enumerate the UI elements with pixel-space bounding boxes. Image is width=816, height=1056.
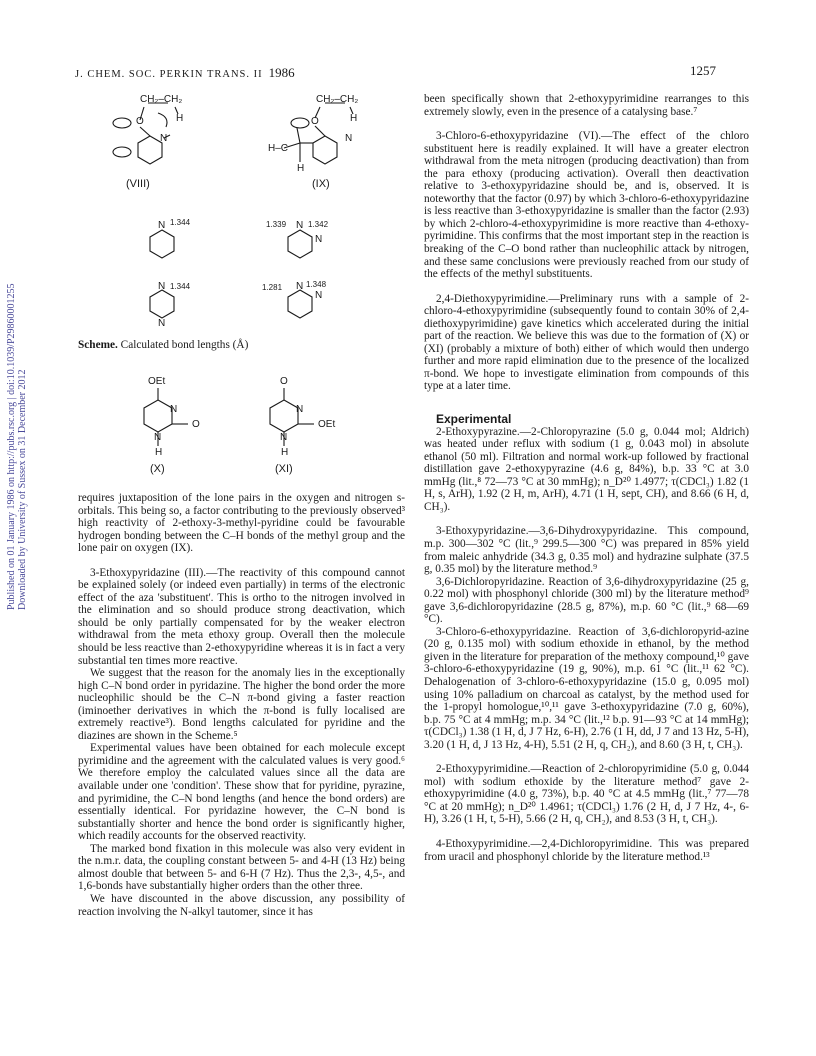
atom-n: N bbox=[158, 318, 166, 329]
atom-n: N bbox=[160, 133, 168, 144]
journal-year: 1986 bbox=[268, 65, 295, 80]
paragraph: 3,6-Dichloropyridazine. Reaction of 3,6-dihydroxypyridazine (25 g, 0.22 mol) with phosphonyl chloride (300 ml) by the literature method⁹ gave 3,6-dichloropyridazine (28.5 g, 87%), m.p. 60 °C (lit.,⁹ 68—69 °C). bbox=[424, 575, 749, 626]
paragraph: 3-Chloro-6-ethoxypyridazine (VI).—The effect of the chloro substituent here is readily explained. It will have a greater electron withdrawal from the meta nitrogen (producing deactivation) than from the para ethoxy (producing activation). Overall then deactivation relative to 3-ethoxypyridazine should be, and is, observed. It is noteworthy that the factor (0.97) by which 3-chloro-6-ethoxypyridazine is less reactive than 3-ethoxypyridazine is smaller than the factor (2.93) by which 2-chloro-4-ethoxypyrimidine is more reactive than 4-ethoxy-pyrimidine. This confirms that the most important step in the reaction is breaking of the C–O bond rather than nucleophilic attack by nitrogen, and these same conclusions were previously reached from our study of the effects of the methyl substituents. bbox=[424, 130, 749, 281]
atom-oet: OEt bbox=[318, 419, 336, 430]
structure-xi bbox=[270, 388, 314, 446]
atom-ch2: CH₂–CH₂ bbox=[316, 94, 359, 105]
paragraph: We have discounted in the above discussion, any possibility of reaction involving the N-alkyl tautomer, since it has bbox=[78, 892, 405, 918]
bond-length-pyrimidine-b: 1.348 bbox=[306, 280, 327, 289]
atom-n: N bbox=[345, 133, 353, 144]
atom-o: O bbox=[311, 116, 319, 127]
paragraph: requires juxtaposition of the lone pairs in the oxygen and nitrogen s-orbitals. This being so, a factor contributing to the previously observed³ high reactivity of 2-ethoxy-3-methyl-pyridine could be favourable hydrogen bonding between the C–H bonds of the methyl group and the lone pair on oxygen (IX). bbox=[78, 492, 405, 555]
page-number: 1257 bbox=[690, 63, 716, 78]
label-x: (X) bbox=[150, 463, 165, 475]
left-column bbox=[78, 492, 405, 918]
paragraph: We suggest that the reason for the anomaly lies in the exceptionally high C–N bond order in pyridazine. The higher the bond order the more nucleophilic should be the C–N π-bond giving a faster reaction (iminoether derivatives in which the π-bond is fully localised are extremely reactive³). Bond lengths calculated for pyridine and the diazines are shown in the Scheme.⁵ bbox=[78, 667, 405, 742]
scheme-caption bbox=[78, 339, 248, 351]
atom-h: H bbox=[297, 163, 305, 174]
paragraph: The marked bond fixation in this molecule was also very evident in the n.m.r. data, the coupling constant between 5- and 4-H (13 Hz) being almost double that between 5- and 6-H (7 Hz). Thus the 2,3-, 4,5-, and 1,6-bonds have substantially higher orders than the other three. bbox=[78, 842, 405, 893]
atom-n: N bbox=[315, 234, 323, 245]
bond-length-pyridazine-a: 1.339 bbox=[266, 220, 287, 229]
paragraph: 2-Ethoxypyrazine.—2-Chloropyrazine (5.0 g, 0.044 mol; Aldrich) was heated under reflux with sodium (1 g, 0.043 mol) in absolute ethanol (50 ml). Filtration and normal work-up followed by fractional distillation gave 2-ethoxypyrazine (4.6 g, 84%), b.p. 33 °C at 3.0 mmHg (lit.,⁸ 72—73 °C at 30 mmHg); n_D²⁰ 1.4977; τ(CDCl₃) 1.82 (1 H, s, ArH), 1.92 (2 H, m, ArH), 4.71 (1 H, sept, CH), and 8.66 (6 H, d, CH₃). bbox=[424, 425, 749, 513]
atom-h: H bbox=[350, 113, 358, 124]
paragraph: 4-Ethoxypyrimidine.—2,4-Dichloropyrimidine. This was prepared from uracil and phosphonyl chloride by the literature method.¹³ bbox=[424, 837, 749, 863]
bond-length-pyridine: 1.344 bbox=[170, 218, 191, 227]
bond-length-pyrimidine-a: 1.281 bbox=[262, 283, 283, 292]
atom-n: N bbox=[170, 404, 178, 415]
paragraph: 2-Ethoxypyrimidine.—Reaction of 2-chloropyrimidine (5.0 g, 0.044 mol) with sodium ethoxide by the literature method⁷ gave 2-ethoxypyrimidine (4.0 g, 73%), b.p. 40 °C at 4.5 mmHg (lit.,⁷ 77—78 °C at 20 mmHg); n_D²⁰ 1.4961; τ(CDCl₃) 1.76 (2 H, d, J 7 Hz, 4-, 6-H), 3.26 (1 H, t, 5-H), 5.66 (2 H, q, CH₂), and 8.53 (3 H, t, CH₃). bbox=[424, 763, 749, 826]
paragraph: Experimental values have been obtained for each molecule except pyrimidine and the agreement with the calculated values is very good.⁶ We therefore employ the calculated values since all the data are available under one 'condition'. These show that for pyridine, pyrazine, and pyrimidine, the C–N bond lengths (and hence the bond orders) are essentially identical. For pyridazine however, the C–N bond is substantially shorter and hence the bond order is significantly higher, which readily accounts for the observed reactivity. bbox=[78, 742, 405, 843]
watermark-downloaded: Downloaded by University of Sussex on 31 December 2012 bbox=[17, 369, 28, 610]
paragraph: 3-Ethoxypyridazine.—3,6-Dihydroxypyridazine. This compound, m.p. 300—302 °C (lit.,⁹ 299.5—300 °C) was prepared in 85% yield from maleic anhydride (34.3 g, 0.35 mol) and hydrazine sulphate (37.5 g, 0.35 mol) by the literature method.⁹ bbox=[424, 525, 749, 576]
structure-viii bbox=[113, 103, 178, 164]
atom-n: N bbox=[154, 432, 162, 443]
atom-o: O bbox=[136, 116, 144, 127]
atom-n: N bbox=[296, 404, 304, 415]
caption-text: Calculated bond lengths (Å) bbox=[117, 339, 249, 351]
paragraph: 2,4-Diethoxypyrimidine.—Preliminary runs with a sample of 2-chloro-4-ethoxypyrimidine (subsequently found to contain 30% of 2,4-diethoxypyrimidine) gave kinetics which accelerated during the initial part of the reaction. We believe this was due to the formation of (X) or (XI) (probably a mixture of both) either of which would then undergo further and more rapid elimination due to the presence of the localized π-bond. We hope to investigate elimination from compounds of this type at a later time. bbox=[424, 292, 749, 393]
caption-label: Scheme. bbox=[78, 339, 118, 351]
atom-h: H–C bbox=[268, 143, 289, 154]
structure-x bbox=[144, 388, 188, 446]
watermark-published[interactable]: Published on 01 January 1986 on http://pubs.rsc.org | doi:10.1039/P29860001255 bbox=[6, 283, 17, 610]
atom-oet: OEt bbox=[148, 376, 166, 387]
journal-name: J. CHEM. SOC. PERKIN TRANS. II bbox=[75, 69, 263, 80]
atom-n: N bbox=[315, 290, 323, 301]
atom-h: H bbox=[155, 447, 163, 458]
right-column bbox=[424, 93, 749, 863]
atom-h: H bbox=[176, 113, 184, 124]
label-xi: (XI) bbox=[275, 463, 293, 475]
bond-length-pyrazine: 1.344 bbox=[170, 282, 191, 291]
paragraph: 3-Ethoxypyridazine (III).—The reactivity of this compound cannot be explained solely (or indeed even partially) in terms of the electronic effect of the aza 'substituent'. This is ortho to the nitrogen involved in the elimination and so should produce strong deactivation, which should be only partially compensated for by the weaker electron withdrawal from the meta ethoxy group. Overall then the molecule should be less reactive than 2-ethoxypyridine whereas it is in fact a very substantial ten times more reactive. bbox=[78, 566, 405, 667]
atom-n: N bbox=[158, 220, 166, 231]
atom-n: N bbox=[158, 281, 166, 292]
atom-o: O bbox=[280, 376, 288, 387]
atom-ch2: CH₂–CH₂ bbox=[140, 94, 183, 105]
atom-n: N bbox=[280, 432, 288, 443]
atom-h: H bbox=[281, 447, 289, 458]
paragraph: 3-Chloro-6-ethoxypyridazine. Reaction of 3,6-dichloropyrid-azine (20 g, 0.135 mol) with sodium ethoxide in ethanol, by the method given in the literature for preparation of the methoxy compound,¹⁰ gave 3-chloro-6-ethoxypyridazine (19 g, 90%), m.p. 61 °C (lit.,¹¹ 62 °C). Dehalogenation of 3-chloro-6-ethoxypyridazine (15.0 g, 0.095 mol) using 10% palladium on charcoal as catalyst, by the method used for the 1-propyl homologue,¹⁰,¹¹ gave 3-ethoxypyridazine (7.0 g, 60%), b.p. 75 °C at 4 mmHg; m.p. 34 °C (lit.,¹² b.p. 91—93 °C at 14 mmHg); τ(CDCl₃) 1.38 (1 H, d, J 7 Hz, 6-H), 2.76 (1 H, dd, J 7 and 13 Hz, 5-H), 3.20 (1 H, d, J 13 Hz, 4-H), 5.51 (2 H, q, CH₂), and 8.60 (3 H, t, CH₃). bbox=[424, 625, 749, 751]
section-heading-experimental: Experimental bbox=[436, 412, 512, 427]
atom-n: N bbox=[296, 281, 304, 292]
label-ix: (IX) bbox=[312, 178, 330, 190]
atom-n: N bbox=[296, 220, 304, 231]
structure-ix bbox=[284, 103, 353, 164]
paragraph: been specifically shown that 2-ethoxypyrimidine rearranges to this extremely slowly, even in the presence of a catalysing base.⁷ bbox=[424, 93, 749, 118]
bond-length-pyridazine-b: 1.342 bbox=[308, 220, 329, 229]
atom-o: O bbox=[192, 419, 200, 430]
label-viii: (VIII) bbox=[126, 178, 150, 190]
